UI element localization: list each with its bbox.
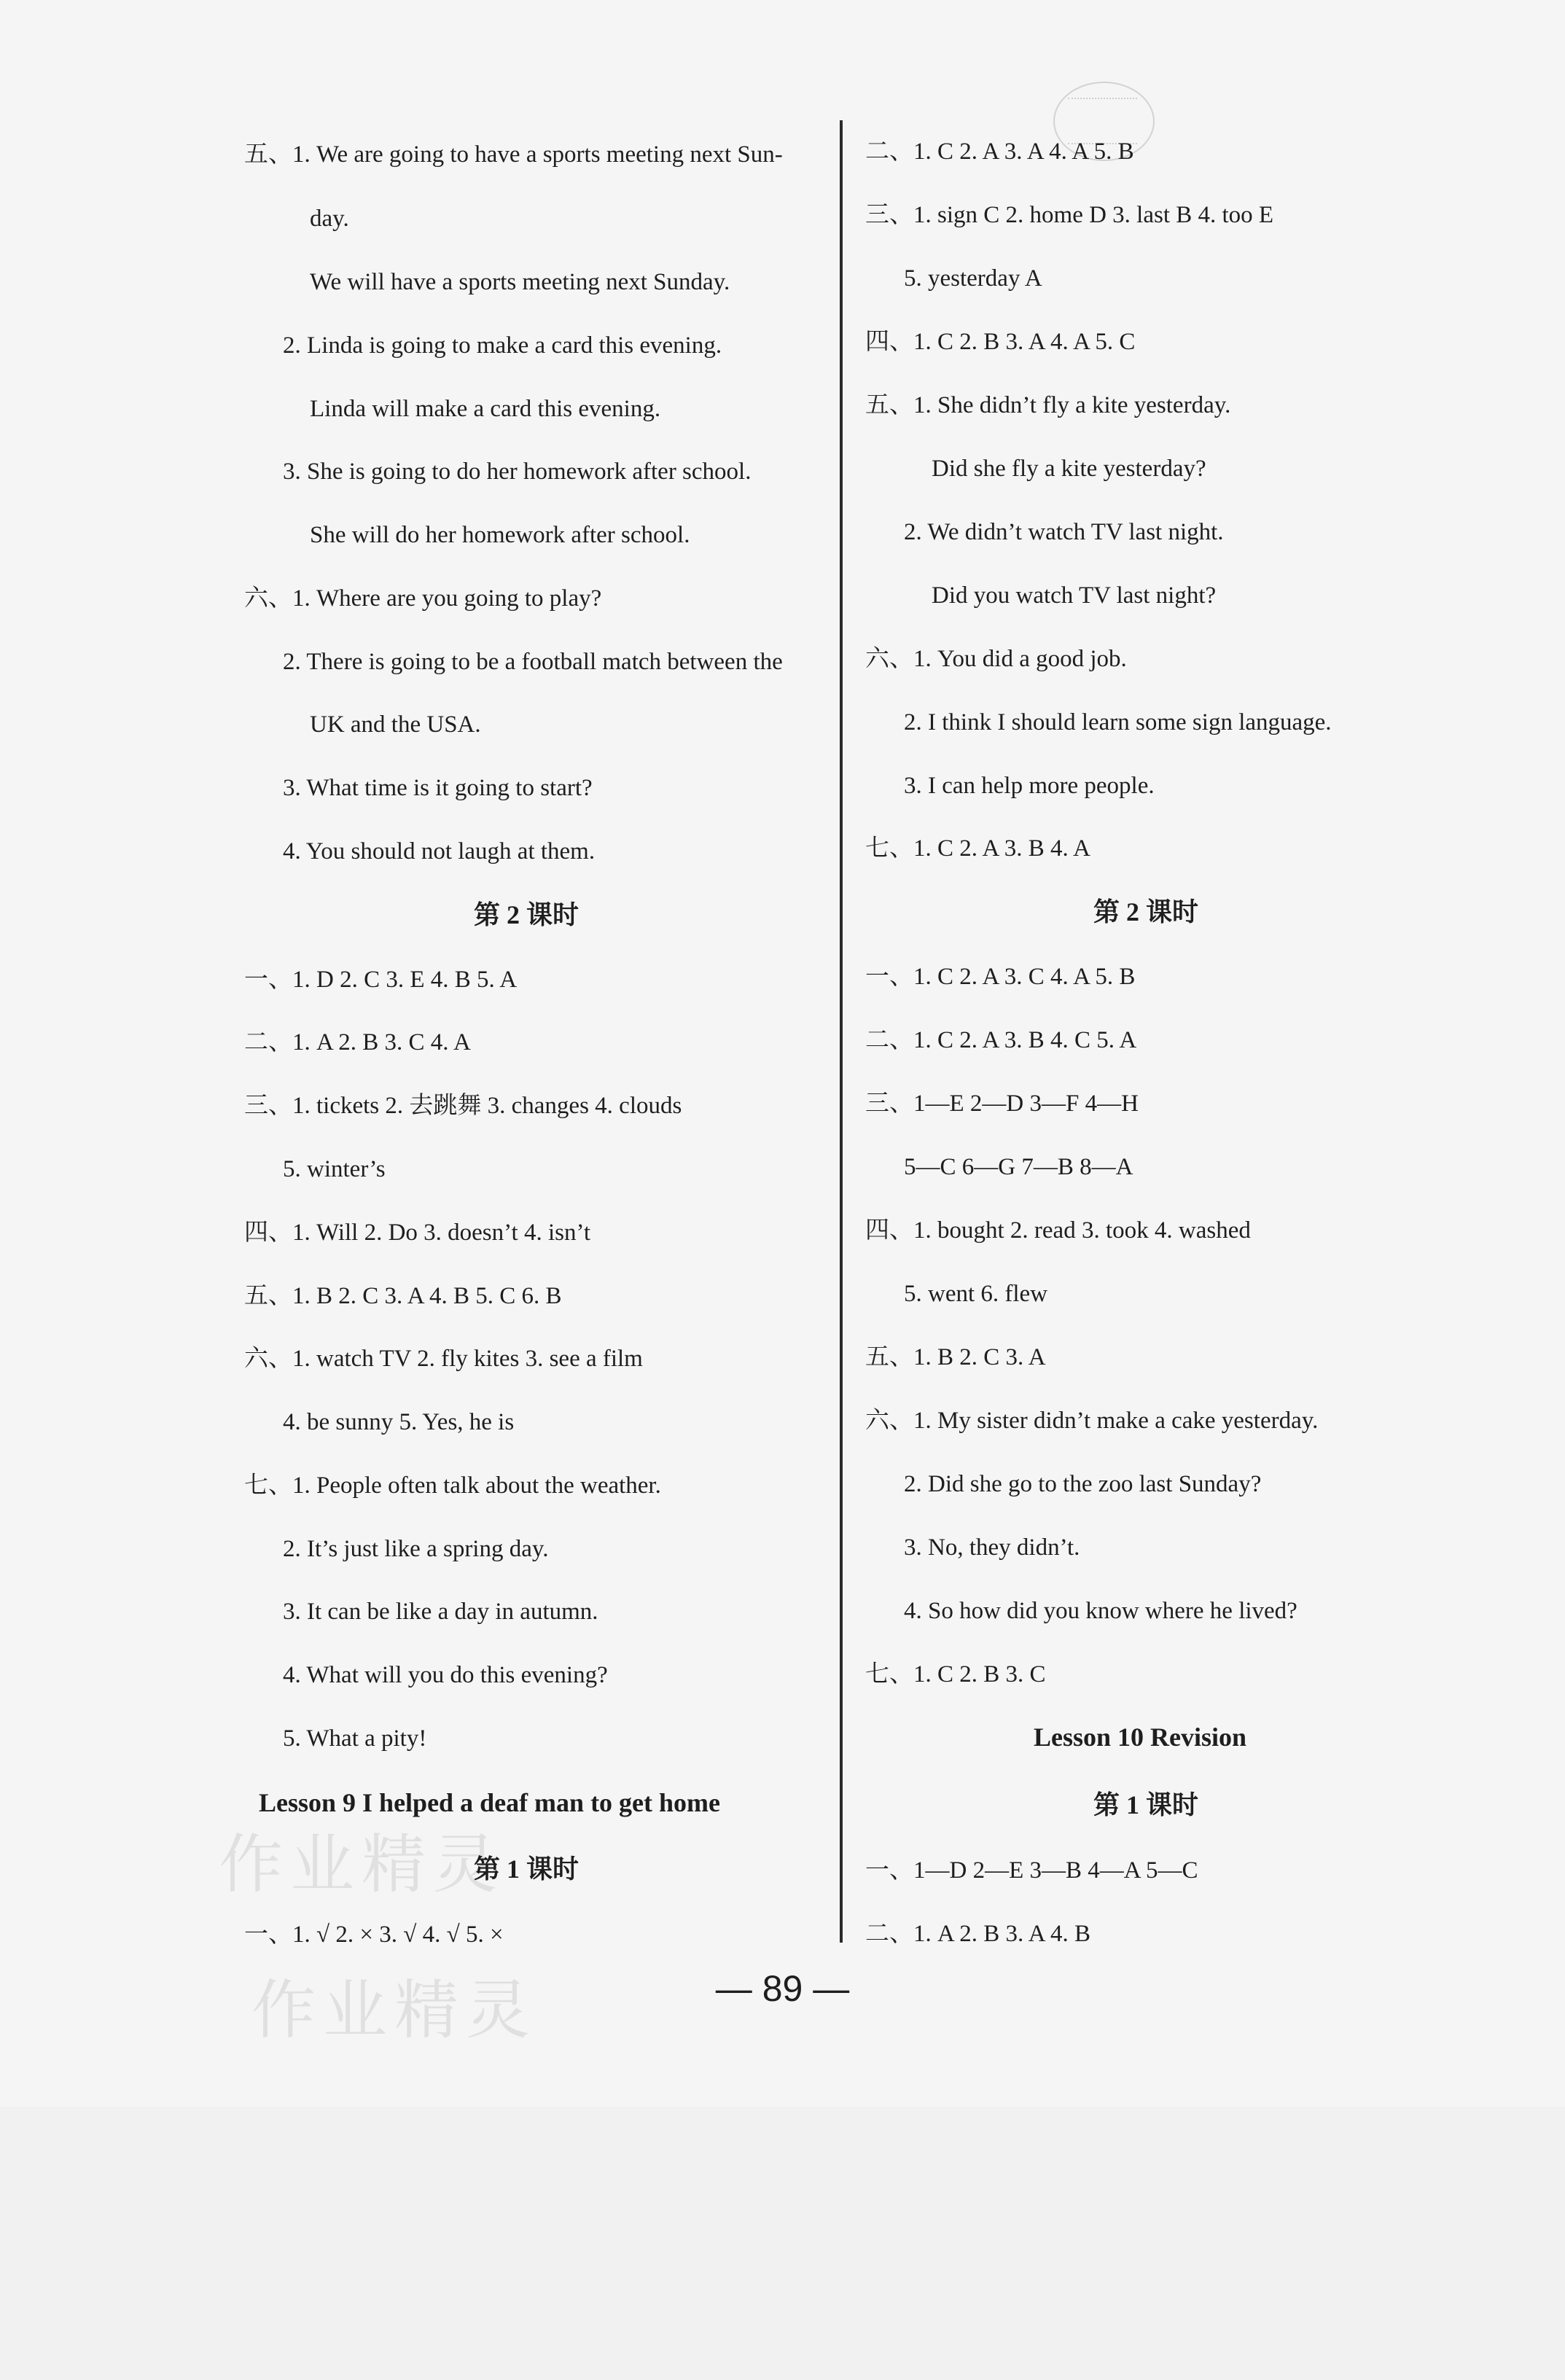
answer-line: 一、1. √ 2. × 3. √ 4. √ 5. × [244,1921,504,1948]
answer-line: 六、1. My sister didn’t make a cake yesterday. [865,1408,1319,1434]
answer-line: 2. Linda is going to make a card this evening. [283,332,722,359]
watermark-2: 作业精灵 [251,1973,538,2048]
answer-line: 5. What a pity! [283,1725,427,1752]
answer-line: 5. went 6. flew [904,1281,1048,1307]
watermark-1: 作业精灵 [219,1827,505,1902]
answer-line: 4. So how did you know where he lived? [904,1598,1297,1624]
answer-line: 七、1. C 2. B 3. C [865,1661,1046,1688]
answer-line: 六、1. watch TV 2. fly kites 3. see a film [244,1346,643,1372]
page-bottom-margin [0,2107,1565,2380]
answer-line: 2. I think I should learn some sign language. [904,709,1332,736]
answer-line: 二、1. C 2. A 3. A 4. A 5. B [865,138,1134,165]
answer-line: 一、1. D 2. C 3. E 4. B 5. A [244,967,518,993]
lesson-heading: Lesson 10 Revision [1034,1722,1247,1752]
answer-line: 一、1—D 2—E 3—B 4—A 5—C [865,1857,1198,1884]
section-heading: 第 1 课时 [1093,1790,1199,1819]
answer-line: 三、1—E 2—D 3—F 4—H [865,1090,1139,1117]
section-heading: 第 2 课时 [1093,897,1199,926]
answer-line: 五、1. We are going to have a sports meeting next Sun- [244,141,783,168]
answer-line: Linda will make a card this evening. [310,396,661,422]
answer-line: 4. What will you do this evening? [283,1662,608,1688]
answer-line: 四、1. Will 2. Do 3. doesn’t 4. isn’t [244,1220,591,1246]
section-heading: 第 1 课时 [474,1854,579,1884]
answer-line: 2. Did she go to the zoo last Sunday? [904,1471,1262,1497]
answer-line: 5. yesterday A [904,265,1042,292]
answer-line: 四、1. bought 2. read 3. took 4. washed [865,1217,1251,1244]
answer-line: 3. It can be like a day in autumn. [283,1599,598,1625]
answer-line: 五、1. B 2. C 3. A [865,1344,1046,1370]
answer-line: 七、1. C 2. A 3. B 4. A [865,835,1090,862]
answer-line: 2. It’s just like a spring day. [283,1536,549,1562]
answer-line: 2. We didn’t watch TV last night. [904,519,1224,545]
answer-line: 3. She is going to do her homework after school. [283,459,752,485]
answer-line: 3. What time is it going to start? [283,775,593,801]
answer-line: 三、1. tickets 2. 去跳舞 3. changes 4. clouds [244,1093,682,1119]
answer-line: 五、1. B 2. C 3. A 4. B 5. C 6. B [244,1283,562,1309]
answer-line: day. [310,206,349,232]
answer-line: 二、1. A 2. B 3. A 4. B [865,1921,1090,1947]
answer-line: 二、1. A 2. B 3. C 4. A [244,1029,471,1056]
page-number: — 89 — [715,1968,850,2009]
answer-line: 3. I can help more people. [904,773,1155,799]
answer-line: 六、1. You did a good job. [865,646,1127,672]
answer-line: 一、1. C 2. A 3. C 4. A 5. B [865,964,1136,990]
answer-line: 五、1. She didn’t fly a kite yesterday. [865,392,1231,418]
answer-line: 3. No, they didn’t. [904,1534,1080,1561]
answer-line: She will do her homework after school. [310,522,690,548]
answer-line: 5. winter’s [283,1156,386,1182]
column-divider [840,120,843,1943]
answer-line: 七、1. People often talk about the weather. [244,1472,661,1499]
answer-line: 二、1. C 2. A 3. B 4. C 5. A [865,1027,1137,1053]
answer-line: 四、1. C 2. B 3. A 4. A 5. C [865,329,1136,355]
answer-line: We will have a sports meeting next Sunday. [310,269,730,295]
section-heading: 第 2 课时 [474,900,579,929]
answer-line: 4. You should not laugh at them. [283,838,596,865]
answer-line: Did you watch TV last night? [932,582,1217,609]
answer-line: 5—C 6—G 7—B 8—A [904,1154,1133,1180]
answer-line: Did she fly a kite yesterday? [932,456,1206,482]
answer-line: 六、1. Where are you going to play? [244,585,602,612]
answer-line: 三、1. sign C 2. home D 3. last B 4. too E [865,202,1274,228]
lesson-heading: Lesson 9 I helped a deaf man to get home [259,1788,721,1817]
answer-line: 4. be sunny 5. Yes, he is [283,1409,515,1435]
answer-line: UK and the USA. [310,711,481,738]
answer-line: 2. There is going to be a football match between the [283,649,783,675]
